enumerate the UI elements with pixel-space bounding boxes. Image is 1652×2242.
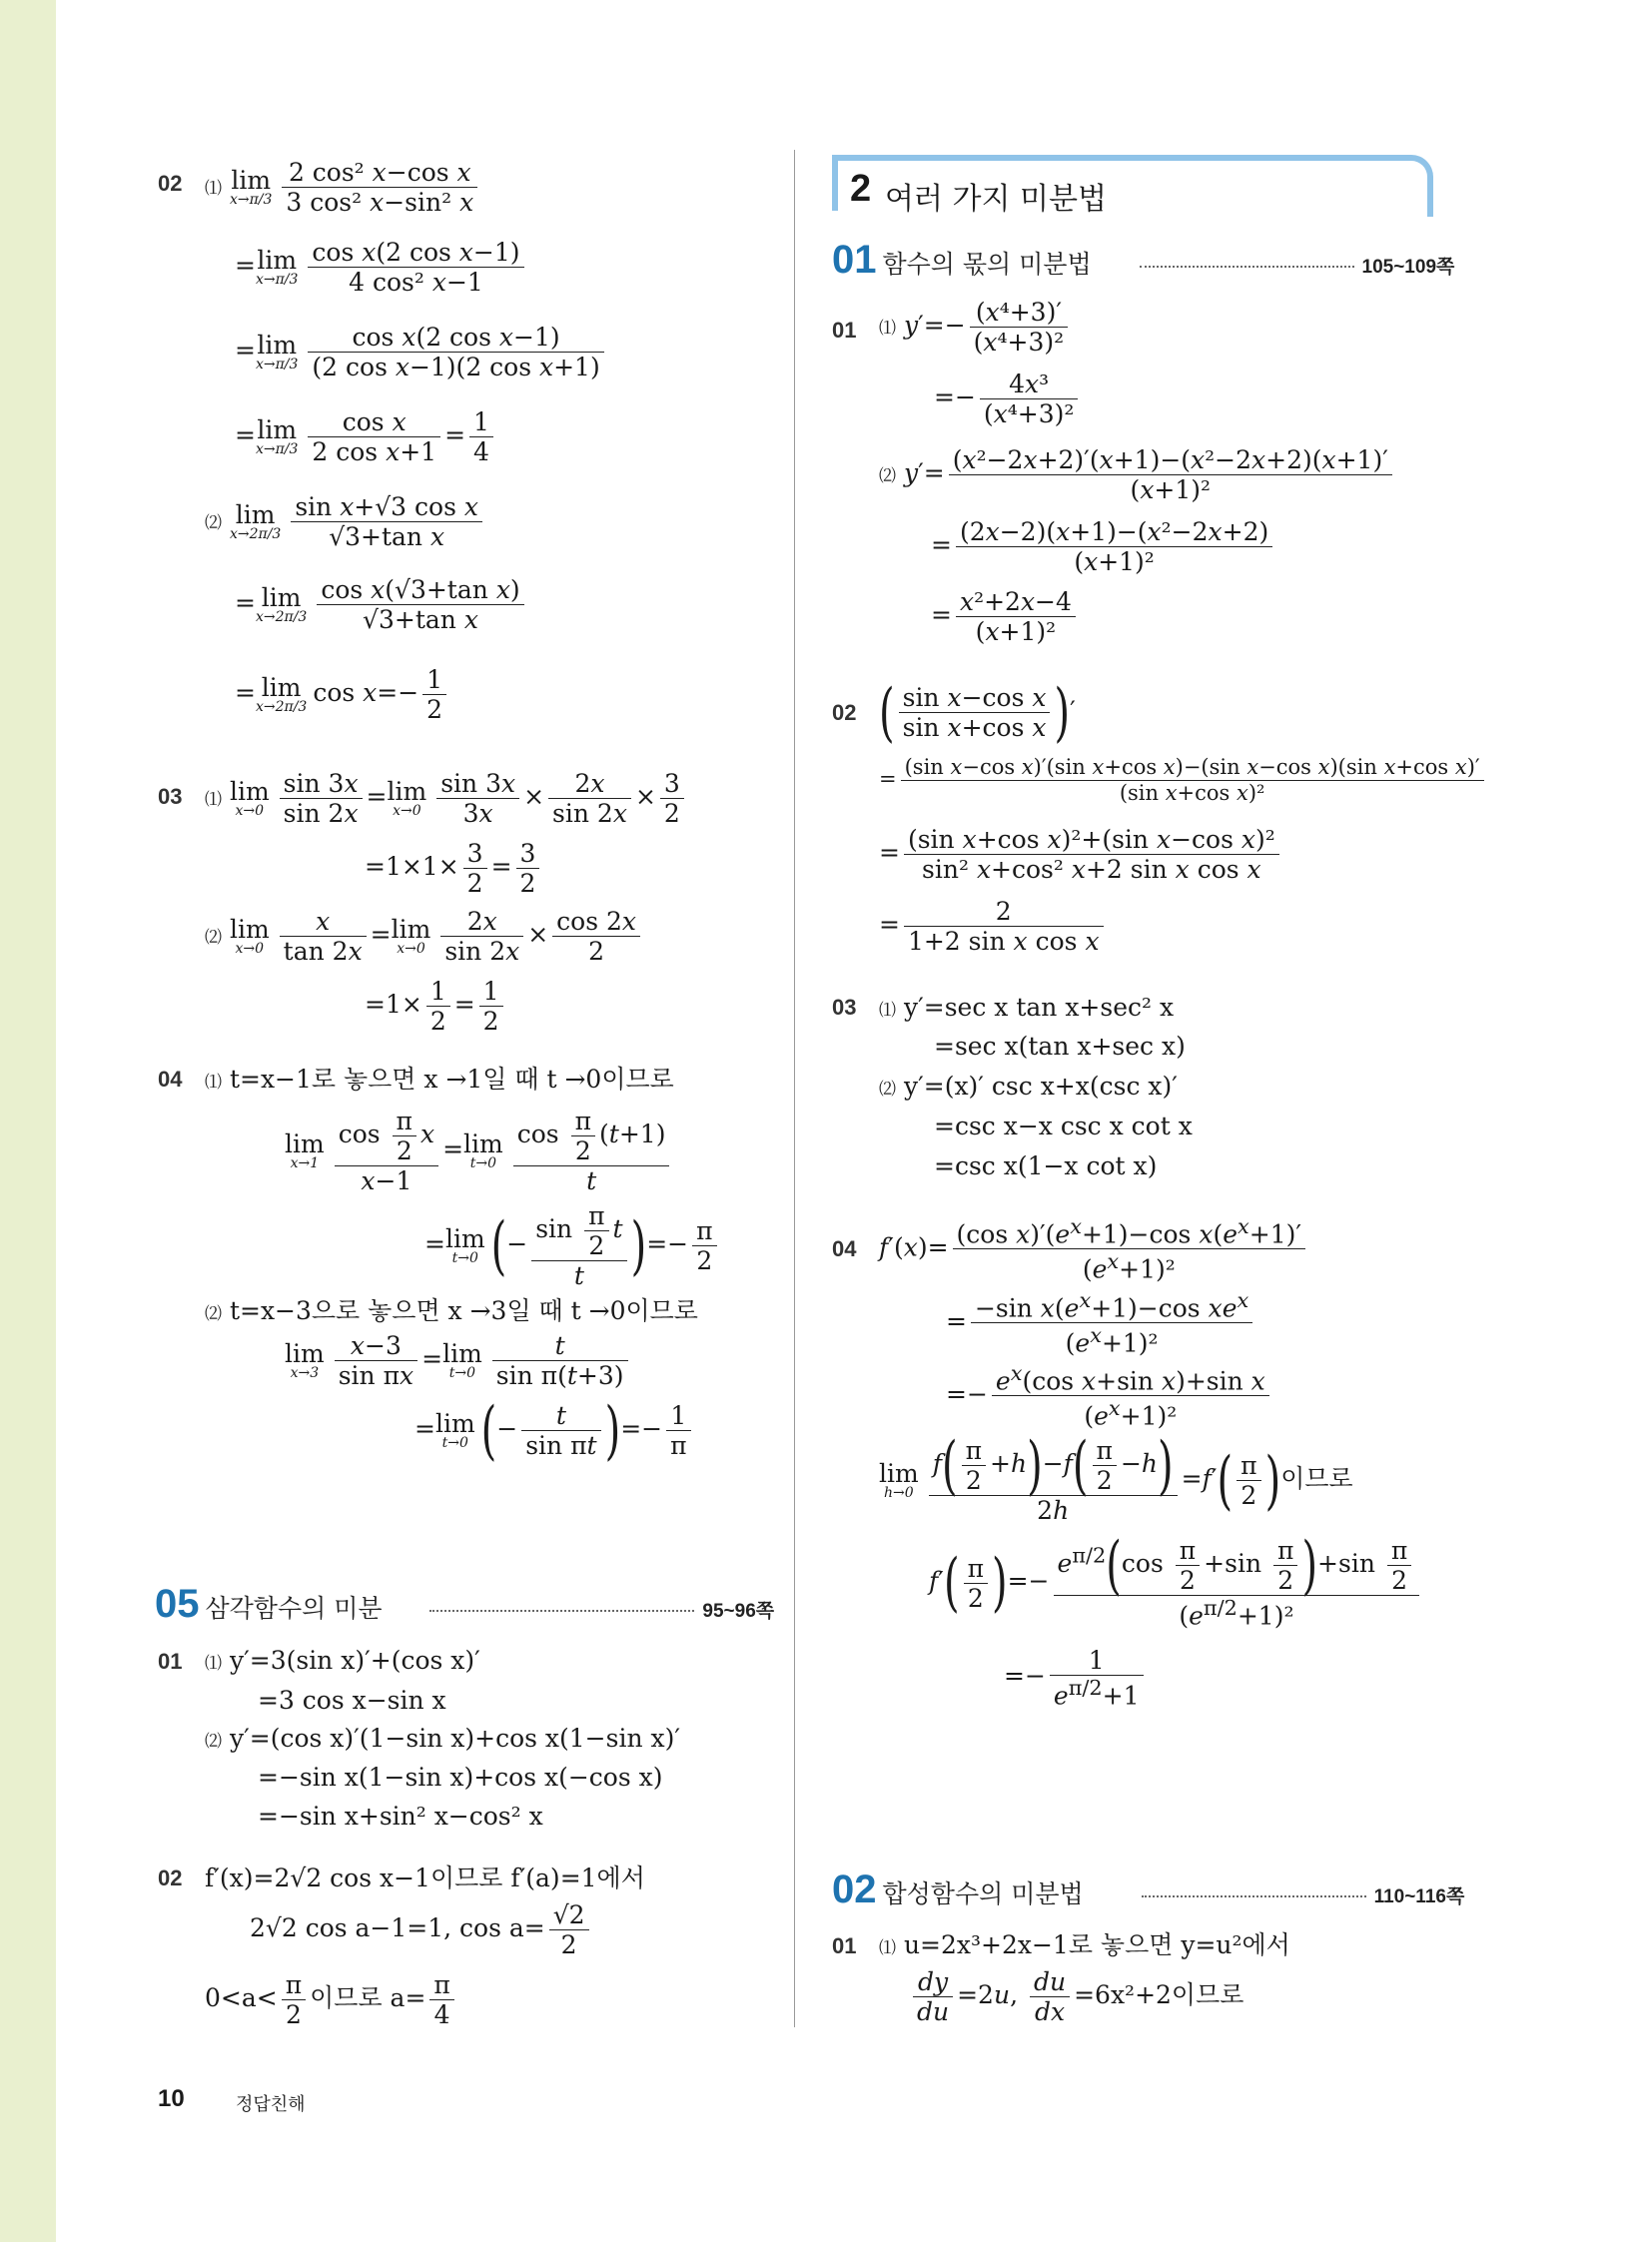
page-number: 10: [158, 2085, 185, 2112]
chapter-title: 여러 가지 미분법: [885, 182, 1107, 217]
sub-label: ⑵: [205, 1732, 222, 1752]
math-line: [205, 1298, 698, 1323]
sub-label: ⑴: [205, 1073, 222, 1093]
section-number: 02: [832, 1868, 877, 1911]
math-line: f′(x)= $\frac{(\cos x)'(e^x+1)-\cos x(e^x+1)'}{(e^x+1)^2}$: [879, 1216, 1309, 1282]
math-line: = $\frac{\text{(sin x+cos x)²+(sin x−cos x)²}}{\text{sin² x+cos² x+2 sin x cos x}}$: [879, 827, 1283, 882]
math-text: y′=(x)′ csc x+x(csc x)′: [903, 1072, 1178, 1101]
page-range: 105~109쪽: [1361, 257, 1455, 278]
math-text: =csc x(1−x cot x): [934, 1151, 1158, 1180]
sub-label: ⑵: [205, 513, 222, 533]
math-line: = lim x→2π/3 cos x=− $\frac{1}{2}$: [235, 667, 450, 722]
section-title: 합성함수의 미분법: [882, 1879, 1084, 1908]
math-text: =6x²+2이므로: [1074, 1980, 1244, 2009]
math-line: ⑵ lim x→0 $\frac{x}{\tan 2x}$ = lim x→0 $\frac{2x}{\sin 2x}$ × $\frac{\cos 2x}{2}$: [205, 909, 644, 964]
page-side-band: [0, 0, 56, 2242]
math-text: f′(x)=2√2 cos x−1이므로 f′(a)=1에서: [205, 1864, 645, 1892]
math-line: f′( $\frac{\pi}{2}$ )=− $e^{\pi/2}(\cos$ $\frac{\pi}{2}$ +sin $\frac{\pi}{2}$ )+sin $\frac{\pi}{2}$ $(e^{\pi/2}+1)^2$: [929, 1538, 1423, 1628]
math-text: 이므로 a=: [310, 1983, 426, 2012]
leader-dots: [429, 1610, 694, 1612]
problem-number: 04: [158, 1067, 183, 1092]
math-text: y′=(cos x)′(1−sin x)+cos x(1−sin x)′: [229, 1724, 681, 1753]
section-title: 함수의 몫의 미분법: [882, 250, 1092, 279]
math-line: lim x→3 $\frac{x-3}{\text{sin πx}}$ = lim t→0 $\frac{t}{\text{sin π(t+3)}}$: [285, 1333, 632, 1388]
chapter-frame-bar: [832, 155, 838, 211]
math-text: 0<a<: [205, 1983, 278, 2012]
math-line: 0<a< $\frac{\pi}{2}$ 이므로 a= $\frac{\pi}{4}$: [205, 1972, 458, 2027]
math-text: =−sin x(1−sin x)+cos x(−cos x): [258, 1763, 663, 1792]
problem-number: 03: [158, 784, 183, 809]
math-line: ( $\frac{\text{sin x−cos x}}{\text{sin x+cos x}}$ )′: [879, 675, 1076, 750]
math-line: = −sin $x(e^x+1)-\cos$ $xe^x$ $(e^x+1)^2$: [946, 1290, 1256, 1356]
footer-title: 정답친해: [236, 2094, 306, 2115]
math-text: =sec x(tan x+sec x): [934, 1032, 1186, 1061]
math-line: = lim x→π/3 $\frac{\text{cos x(2 cos x−1)}}{\text{(2 cos x−1)(2 cos x+1)}}$: [235, 325, 608, 379]
math-line: ⑴ lim x→π/3 $\frac{\text{2 cos² x−cos x}}{\text{3 cos² x−sin² x}}$: [205, 160, 481, 215]
section-header: [155, 1584, 774, 1624]
problem-number: 01: [832, 1933, 857, 1958]
math-line: lim x→1 cos $\frac{\pi}{2}$ x x−1 = lim t→0 cos $\frac{\pi}{2}$ (t+1) t: [285, 1109, 673, 1193]
math-line: = $\frac{2}{\text{1+2 sin x cos x}}$: [879, 899, 1108, 954]
math-line: = lim x→π/3 $\frac{\text{cos x(2 cos x−1)}}{\text{4 cos² x−1}}$: [235, 240, 528, 295]
math-line: [205, 1067, 674, 1092]
text-line: t=x−1로 놓으면 x →1일 때 t →0이므로: [229, 1065, 674, 1094]
section-title: 삼각함수의 미분: [205, 1594, 383, 1623]
sub-label: ⑴: [879, 1001, 896, 1021]
sub-label: ⑴: [205, 790, 222, 810]
page-range: 110~116쪽: [1373, 1886, 1465, 1907]
problem-number: 01: [158, 1649, 183, 1674]
math-text: =csc x−x csc x cot x: [934, 1112, 1193, 1140]
sub-label: ⑵: [879, 466, 896, 486]
page-range: 95~96쪽: [702, 1601, 775, 1622]
math-text: u=2x³+2x−1로 놓으면 y=u²에서: [903, 1930, 1290, 1959]
math-line: [879, 1074, 1178, 1099]
math-line: = lim x→2π/3 $\frac{\text{cos x(√3+tan x)}}{\text{√3+tan x}}$: [235, 577, 528, 632]
chapter-number: 2: [850, 168, 872, 210]
column-divider: [794, 150, 795, 2027]
section-number: 05: [155, 1582, 200, 1626]
sub-label: ⑵: [205, 1304, 222, 1324]
math-line: = lim t→0 (− $\frac{t}{\text{sin πt}}$ )=− $\frac{1}{\pi}$: [414, 1403, 695, 1458]
math-line: ⑵ y′= $\frac{\text{(x²−2x+2)′(x+1)−(x²−2x+2)(x+1)′}}{\text{(x+1)²}}$: [879, 447, 1396, 502]
math-line: = lim t→0 (− sin $\frac{\pi}{2}$ t t )=− $\frac{\pi}{2}$: [424, 1203, 721, 1288]
math-text: =−sin x+sin² x−cos² x: [258, 1802, 543, 1831]
sub-label: ⑴: [205, 1654, 222, 1674]
math-line: ⑴ lim x→0 $\frac{\sin 3x}{\sin 2x}$ = lim x→0 $\frac{\sin 3x}{3x}$ × $\frac{2x}{\sin 2x}$ × $\frac{3}{2}$: [205, 771, 688, 826]
sub-label: ⑴: [879, 1938, 896, 1958]
section-header: [832, 1869, 1464, 1909]
problem-number: 01: [832, 318, 857, 343]
text-line: t=x−3으로 놓으면 x →3일 때 t →0이므로: [229, 1296, 698, 1325]
sub-label: ⑵: [879, 1080, 896, 1100]
math-line: [879, 1932, 1290, 1957]
math-text: 이므로: [1280, 1464, 1353, 1493]
math-line: $\frac{dy}{du}$ =2u, $\frac{du}{dx}$ =6x²+2이므로: [909, 1969, 1243, 2024]
problem-number: 03: [832, 995, 857, 1020]
problem-number: 02: [158, 1866, 183, 1890]
math-text: y′=3(sin x)′+(cos x)′: [229, 1646, 480, 1675]
problem-number: 04: [832, 1236, 857, 1261]
math-line: = $\frac{\text{(sin x−cos x)′(sin x+cos x)−(sin x−cos x)(sin x+cos x)′}}{\text{(sin x+cos x)²}}$: [879, 757, 1488, 804]
math-line: lim h→0 f( $\frac{\pi}{2}$ +h)−f( $\frac{\pi}{2}$ −h) 2h =f′( $\frac{\pi}{2}$ )이므로: [879, 1428, 1353, 1525]
math-text: =3 cos x−sin x: [258, 1686, 446, 1715]
math-line: = lim x→π/3 $\frac{\text{cos x}}{\text{2 cos x+1}}$ = $\frac{1}{4}$: [235, 409, 497, 464]
sub-label: ⑴: [879, 319, 896, 339]
math-text: 2√2 cos a−1=1, cos a=: [250, 1913, 545, 1942]
section-header: [832, 240, 1454, 280]
section-number: 01: [832, 238, 877, 282]
math-line: [879, 995, 1174, 1020]
problem-number: 02: [832, 700, 857, 725]
sub-label: ⑵: [205, 928, 222, 948]
math-line: =− $\frac{1}{e^{\pi/2}+1}$: [1004, 1648, 1148, 1708]
math-line: ⑵ lim x→2π/3 $\frac{\text{sin x+√3 cos x}}{\text{√3+tan x}}$: [205, 494, 486, 549]
math-line: =− $\frac{\text{4x³}}{\text{(x⁴+3)²}}$: [934, 372, 1082, 426]
math-line: 2√2 cos a−1=1, cos a= $\frac{√2}{2}$: [250, 1902, 593, 1957]
math-text: y′=sec x tan x+sec² x: [903, 993, 1175, 1022]
math-line: =1× $\frac{1}{2}$ = $\frac{1}{2}$: [365, 979, 507, 1034]
leader-dots: [1142, 1895, 1366, 1897]
sub-label: ⑴: [205, 179, 222, 199]
leader-dots: [1140, 266, 1354, 268]
math-line: =− $\frac{e^x(\cos x+\sin x)+\sin x}{(e^x+1)^2}$: [946, 1363, 1273, 1429]
math-line: [205, 1726, 680, 1751]
math-line: ⑴ y′=− $\frac{\text{(x⁴+3)′}}{\text{(x⁴+3)²}}$: [879, 300, 1072, 355]
math-line: = $\frac{\text{(2x−2)(x+1)−(x²−2x+2)}}{\text{(x+1)²}}$: [931, 519, 1276, 574]
math-line: = $\frac{\text{x²+2x−4}}{\text{(x+1)²}}$: [931, 589, 1080, 644]
math-line: =1×1× $\frac{3}{2}$ = $\frac{3}{2}$: [365, 841, 543, 896]
problem-number: 02: [158, 171, 183, 196]
math-line: [205, 1648, 480, 1673]
